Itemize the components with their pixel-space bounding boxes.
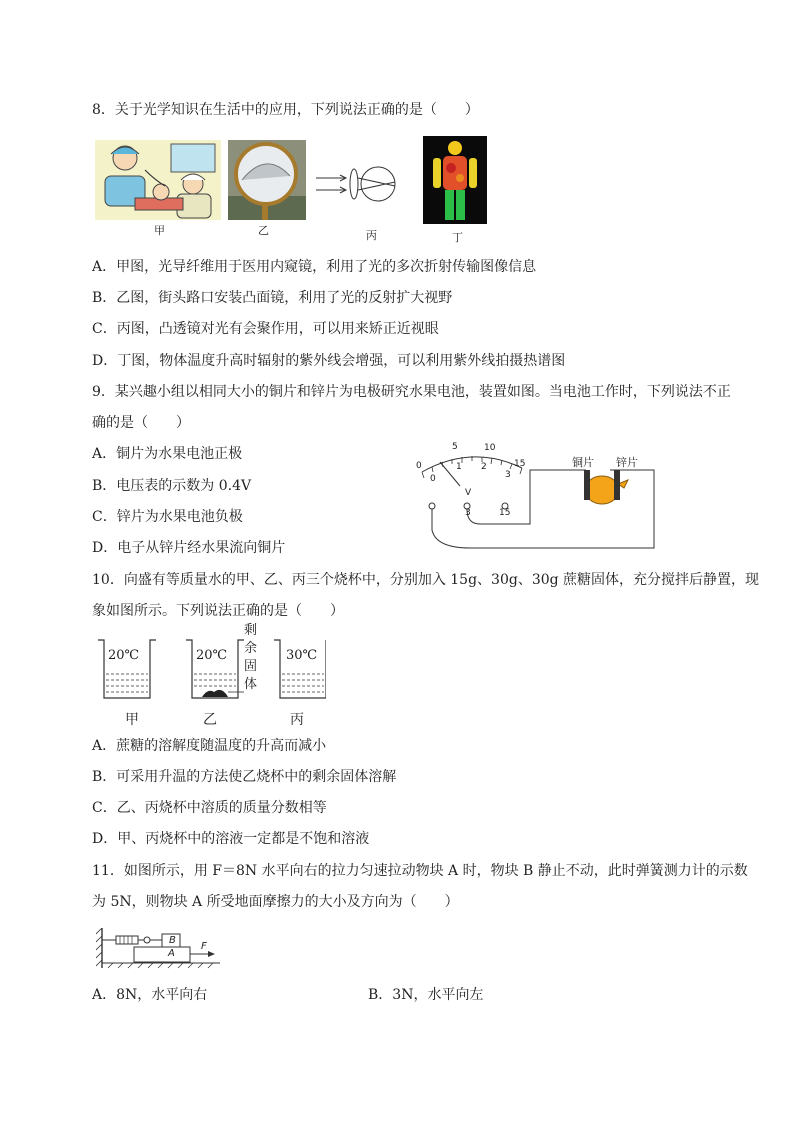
q10-beaker-yi-label: 乙 [203, 712, 217, 728]
q11-block-b-label: B [169, 935, 176, 946]
q9-scale-15: 15 [514, 459, 526, 469]
q9-stem-line2: 确的是（ ） [92, 415, 190, 431]
q8-option-b: B．乙图，街头路口安装凸面镜，利用了光的反射扩大视野 [92, 290, 453, 306]
q9-zinc-label: 锌片 [616, 456, 638, 469]
q10-beaker-jia-label: 甲 [125, 712, 139, 728]
q11-stem-line2: 为 5N，则物块 A 所受地面摩擦力的大小及方向为（ ） [92, 894, 459, 910]
figure-bing-label: 丙 [366, 229, 377, 242]
q9-terminal-15: 15 [499, 508, 511, 518]
q11-option-a: A．8N，水平向右 [92, 987, 208, 1003]
q10-beaker-bing-temp: 30℃ [286, 648, 318, 663]
figure-jia-label: 甲 [154, 224, 165, 237]
q9-scale-left-0: 0 [416, 461, 422, 471]
figure-ding-label: 丁 [452, 231, 463, 244]
q10-option-c: C．乙、丙烧杯中溶质的质量分数相等 [92, 800, 327, 816]
q10-beaker-jia-temp: 20℃ [108, 648, 140, 663]
q9-option-c: C．锌片为水果电池负极 [92, 509, 243, 525]
q10-beaker-bing-label: 丙 [290, 712, 304, 728]
q11-block-a-label: A [168, 948, 175, 959]
q9-scale-2: 2 [481, 462, 487, 472]
figure-jia-endoscope [95, 140, 221, 220]
q9-option-a: A．铜片为水果电池正极 [92, 446, 243, 462]
q8-stem: 8．关于光学知识在生活中的应用，下列说法正确的是（ ） [92, 102, 479, 118]
q9-scale-10: 10 [484, 443, 496, 453]
q9-scale-3: 3 [505, 470, 511, 480]
q10-stem-line2: 象如图所示。下列说法正确的是（ ） [92, 603, 344, 619]
q9-stem-line1: 9．某兴趣小组以相同大小的铜片和锌片为电极研究水果电池，装置如图。当电池工作时，下列说法不正 [92, 384, 731, 400]
figure-bing-eye-lens [316, 166, 404, 202]
q11-option-b: B．3N，水平向左 [368, 987, 484, 1003]
q10-residue-char-4: 体 [244, 677, 258, 692]
q11-force-f-label: F [201, 941, 207, 952]
q10-residue-char-1: 剩 [244, 623, 258, 638]
q10-option-a: A．蔗糖的溶解度随温度的升高而减小 [92, 738, 327, 754]
q10-stem-line1: 10．向盛有等质量水的甲、乙、丙三个烧杯中，分别加入 15g、30g、30g 蔗糖固体，充分搅拌后静置，现 [92, 572, 760, 588]
q9-option-d: D．电子从锌片经水果流向铜片 [92, 540, 286, 556]
q9-option-b: B．电压表的示数为 0.4V [92, 478, 252, 494]
q11-stem-line1: 11．如图所示，用 F＝8N 水平向右的拉力匀速拉动物块 A 时，物块 B 静止不动，此时弹簧测力计的示数 [92, 863, 748, 879]
q10-residue-char-3: 固 [244, 659, 258, 674]
figure-yi-label: 乙 [258, 224, 269, 237]
figure-ding-thermal-image [423, 136, 487, 224]
q10-beakers-figure [94, 636, 326, 702]
figure-yi-convex-mirror [228, 140, 306, 220]
q9-unit-v: V [465, 488, 472, 498]
q9-copper-label: 铜片 [572, 456, 594, 469]
q8-option-a: A．甲图，光导纤维用于医用内窥镜，利用了光的多次折射传输图像信息 [92, 259, 537, 275]
q8-option-d: D．丁图，物体温度升高时辐射的紫外线会增强，可以利用紫外线拍摄热谱图 [92, 353, 566, 369]
q10-residue-char-2: 余 [244, 641, 258, 656]
q9-scale-5: 5 [452, 442, 458, 452]
q10-beaker-yi-temp: 20℃ [196, 648, 228, 663]
q9-scale-1: 1 [456, 462, 462, 472]
q9-terminal-3: 3 [465, 508, 471, 518]
q9-scale-0: 0 [430, 474, 436, 484]
q8-option-c: C．丙图，凸透镜对光有会聚作用，可以用来矫正近视眼 [92, 321, 439, 337]
q10-option-d: D．甲、丙烧杯中的溶液一定都是不饱和溶液 [92, 831, 370, 847]
q10-option-b: B．可采用升温的方法使乙烧杯中的剩余固体溶解 [92, 769, 397, 785]
